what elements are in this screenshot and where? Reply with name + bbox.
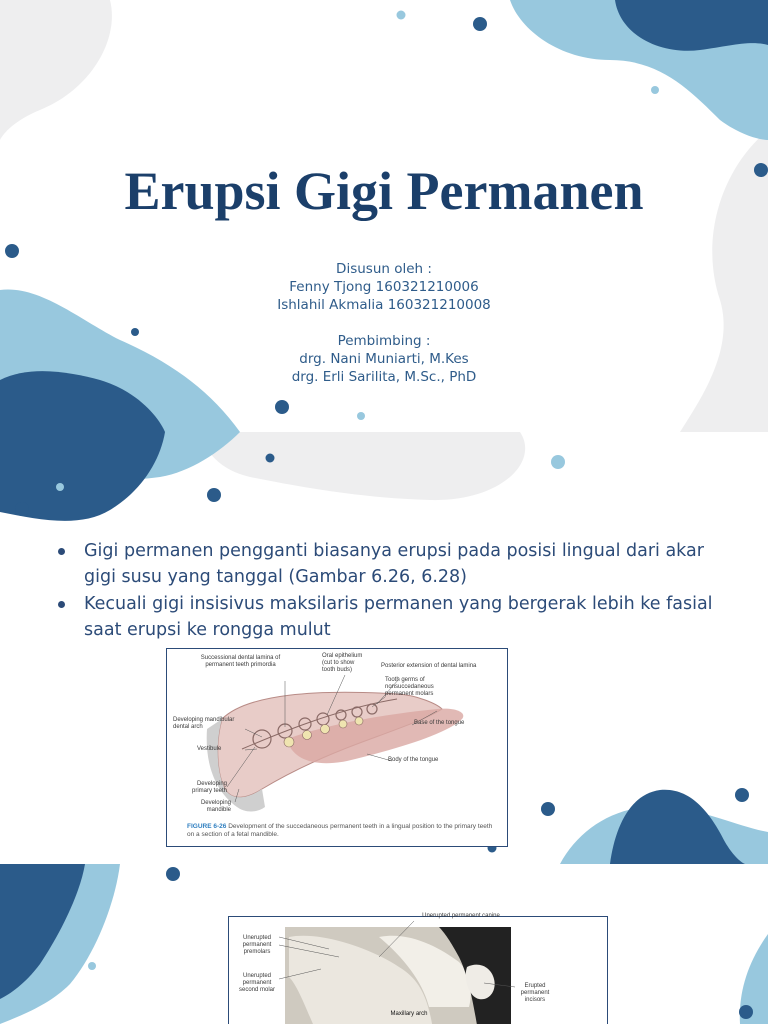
bullet-item: Kecuali gigi insisivus maksilaris permanen yang bergerak lebih ke fasial saat erupsi ke rongga mulut — [58, 591, 738, 643]
supervisor-name: drg. Erli Sarilita, M.Sc., PhD — [291, 369, 477, 385]
author-name: Ishlahil Akmalia 160321210008 — [277, 297, 491, 313]
figure-label: Unerupted permanent canine — [422, 913, 500, 919]
figure-label: Body of the tongue — [388, 757, 439, 763]
content-slide — [0, 432, 768, 864]
figure-caption — [187, 823, 497, 839]
mandible-development-figure — [166, 648, 508, 847]
supervisor-label: Pembimbing : — [337, 333, 431, 349]
bullet-item: Gigi permanen pengganti biasanya erupsi pada posisi lingual dari akar gigi susu yang tanggal (Gambar 6.26, 6.28) — [58, 538, 738, 590]
figure-label: Successional dental lamina of permanent teeth primordia — [200, 655, 281, 668]
figure-label: Developing primary teeth — [191, 781, 227, 794]
page-title: Erupsi Gigi Permanen — [124, 161, 644, 221]
figure-number: FIGURE 6-26 — [187, 823, 227, 830]
figure-caption-text: Development of the succedaneous permanent teeth in a lingual position to the primary teeth on a section of a fetal mandible. — [187, 823, 493, 838]
third-slide — [0, 864, 768, 1024]
supervisor-name: drg. Nani Muniarti, M.Kes — [299, 351, 469, 367]
figure-label: Base of the tongue — [414, 720, 465, 726]
bullet-list — [58, 538, 738, 644]
figure-label: Maxillary arch — [390, 1011, 428, 1017]
figure-label: Developing mandibular dental arch — [173, 717, 235, 730]
maxilla-figure — [228, 913, 608, 1024]
spacer — [0, 314, 768, 332]
maxilla-photo — [229, 917, 607, 1024]
author-name: Fenny Tjong 160321210006 — [289, 279, 479, 295]
figure-label: Unerupted permanent second molar — [238, 973, 276, 993]
figure-label: Tooth germs of nonsuccedaneous permanent molars — [385, 677, 434, 697]
figure-label: Developing mandible — [200, 800, 231, 813]
credits-block — [0, 260, 768, 386]
figure-label: Posterior extension of dental lamina — [381, 663, 477, 669]
figure-label: Erupted permanent incisors — [520, 983, 550, 1003]
figure-label: Oral epithelium (cut to show tooth buds) — [322, 653, 363, 673]
composed-by-label: Disusun oleh : — [336, 261, 432, 277]
figure-label: Unerupted permanent premolars — [242, 935, 272, 955]
figure-label: Vestibule — [197, 746, 222, 752]
title-slide — [0, 0, 768, 432]
